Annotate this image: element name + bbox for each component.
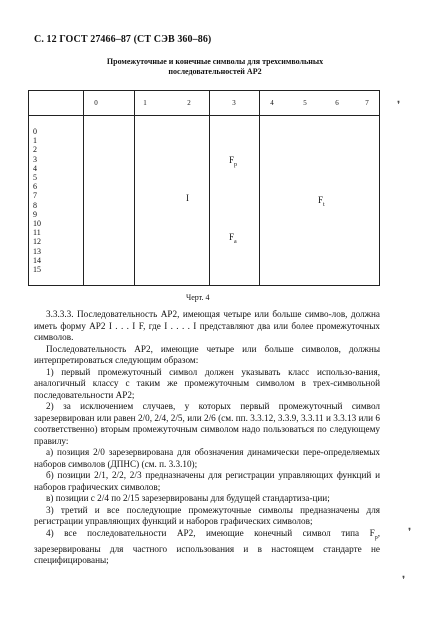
cell-intermediate-i: I xyxy=(186,193,189,203)
column-header: 1 xyxy=(143,99,147,107)
figure-caption: Черт. 4 xyxy=(186,293,210,302)
table-title-line1: Промежуточные и конечные символы для трехсимвольных xyxy=(106,57,324,66)
row-label: 2 xyxy=(33,145,37,155)
column-header: 0 xyxy=(94,99,98,107)
row-label: 5 xyxy=(33,173,37,183)
row-label: 7 xyxy=(33,191,37,201)
paragraph: 1) первый промежуточный символ должен указывать класс использо-вания, аналогичный классу с таким же промежуточным символом в трех-символьной последовательности АР2; xyxy=(34,366,380,400)
page-header: С. 12 ГОСТ 27466–87 (СТ СЭВ 360–86) xyxy=(34,34,212,45)
row-label: 9 xyxy=(33,209,37,219)
paragraph: в) позиции с 2/4 по 2/15 зарезервированы для будущей стандартиза-ции; xyxy=(46,493,330,503)
margin-mark: ❜ xyxy=(402,575,406,586)
row-label: 11 xyxy=(33,228,41,238)
column-header: 4 xyxy=(270,99,274,107)
paragraph: 3) третий и все последующие промежуточные символы предназначены для регистрации управляющих функций и наборов графических символов; xyxy=(34,504,380,526)
row-label: 10 xyxy=(33,219,41,229)
paragraph: а) позиция 2/0 зарезервирована для обозначения динамически пере-определяемых наборов символов (ДПНС) (см. п. 3.3.10); xyxy=(34,447,380,469)
body-text xyxy=(34,309,380,567)
column-header: 2 xyxy=(187,99,191,107)
column-divider xyxy=(134,91,135,285)
paragraph: 4) все последовательности АР2, имеющие конечный символ типа $F_p$, зарезервированы для частного использования и в настоящем стандарте не специфицированы; xyxy=(34,527,380,566)
column-divider xyxy=(209,91,210,285)
paragraph: 2) за исключением случаев, у которых первый промежуточный символ зарезервирован или равен 2/0, 2/4, 2/5, или 2/6 (см. пп. 3.3.12, 3.3.9, 3.3.11 и 3.3.13 или 6 соответственно) вторым промежуточным символом надо пользоваться по следующему правилу: xyxy=(34,401,380,446)
row-label: 15 xyxy=(33,265,41,275)
paragraph: б) позиции 2/1, 2/2, 2/3 предназначены для регистрации управляющих функций и наборов графических символов; xyxy=(34,470,380,492)
cell-fa: $F_a$ xyxy=(229,232,237,245)
table-title-line2: последовательностей АР2 xyxy=(168,67,262,76)
row-label: 0 xyxy=(33,127,37,136)
column-divider xyxy=(83,91,84,285)
column-header: 3 xyxy=(232,99,236,107)
row-label: 12 xyxy=(33,237,41,247)
column-header: 7 xyxy=(365,99,369,107)
column-divider xyxy=(259,91,260,285)
row-label: 1 xyxy=(33,136,37,146)
header-divider xyxy=(29,115,379,116)
margin-mark: ❜ xyxy=(408,527,412,538)
row-labels xyxy=(33,127,41,274)
row-label: 8 xyxy=(33,200,37,210)
cell-ft: $F_t$ xyxy=(318,195,325,208)
paragraph: 3.3.3.3. Последовательность АР2, имеющая четыре или больше симво-лов, должна иметь форму АР2 I . . . I F, где I . . . . I представляют два или более промежуточных символов. xyxy=(34,309,380,342)
margin-mark: ❜ xyxy=(397,100,401,111)
code-table xyxy=(28,90,380,286)
row-label: 6 xyxy=(33,182,37,192)
column-header: 5 xyxy=(303,99,307,107)
column-header: 6 xyxy=(335,99,339,107)
cell-fp: $F_p$ xyxy=(229,155,238,168)
row-label: 13 xyxy=(33,246,41,256)
row-label: 3 xyxy=(33,154,37,164)
row-label: 4 xyxy=(33,163,37,173)
paragraph: Последовательность АР2, имеющие четыре или больше символов, должны интерпретироваться следующим образом: xyxy=(34,343,380,365)
row-label: 14 xyxy=(33,255,41,265)
